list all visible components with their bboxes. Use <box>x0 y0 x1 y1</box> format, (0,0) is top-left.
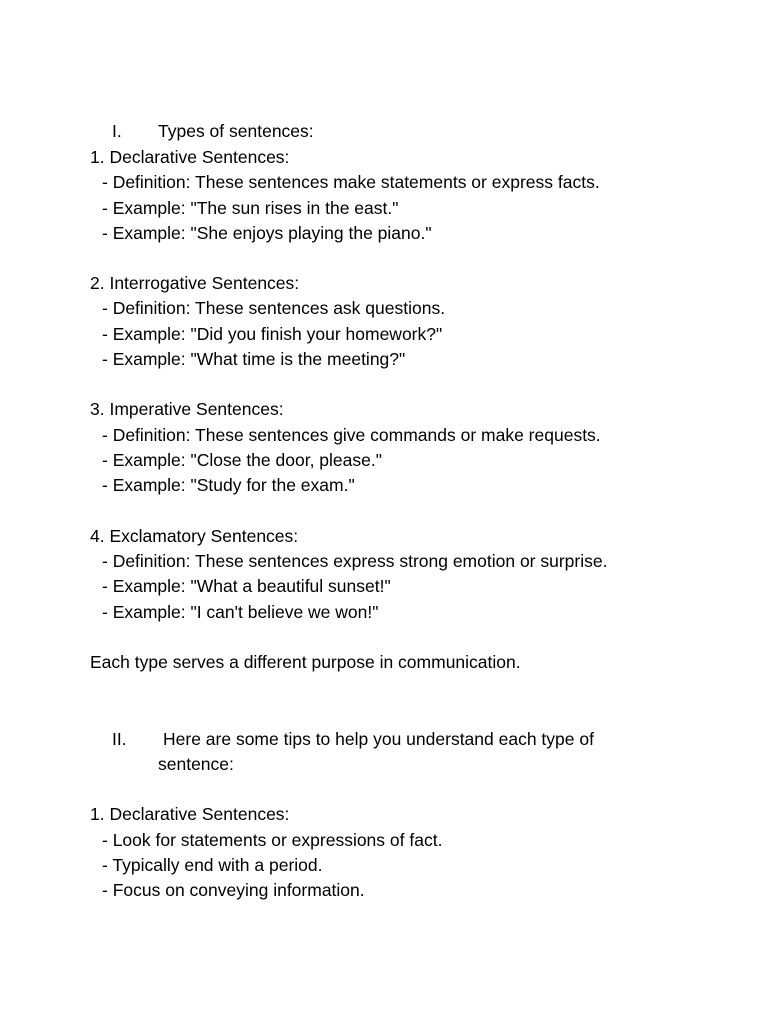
list-item: - Definition: These sentences ask questions. <box>102 298 446 318</box>
list-item: - Example: "Study for the exam." <box>102 475 355 495</box>
list-item: - Definition: These sentences give commands or make requests. <box>102 425 601 445</box>
section-2-numeral: II. <box>112 729 127 749</box>
section-1-heading: Types of sentences: <box>158 121 314 141</box>
group-title-declarative: 1. Declarative Sentences: <box>90 147 290 167</box>
section-1-numeral: I. <box>112 121 122 141</box>
list-item: - Example: "The sun rises in the east." <box>102 198 399 218</box>
list-item: - Typically end with a period. <box>102 855 323 875</box>
section-1-summary: Each type serves a different purpose in communication. <box>90 652 521 672</box>
tips-group-title-declarative: 1. Declarative Sentences: <box>90 804 290 824</box>
group-title-interrogative: 2. Interrogative Sentences: <box>90 273 300 293</box>
list-item: - Example: "Close the door, please." <box>102 450 382 470</box>
list-item: - Example: "I can't believe we won!" <box>102 602 379 622</box>
list-item: - Example: "She enjoys playing the piano." <box>102 223 432 243</box>
list-item: - Example: "Did you finish your homework?" <box>102 324 443 344</box>
list-item: - Example: "What time is the meeting?" <box>102 349 406 369</box>
list-item: - Focus on conveying information. <box>102 880 365 900</box>
section-2-heading-line-1: Here are some tips to help you understand each type of <box>163 729 594 749</box>
section-2-heading-line-2: sentence: <box>158 754 234 774</box>
list-item: - Definition: These sentences make statements or express facts. <box>102 172 600 192</box>
group-title-imperative: 3. Imperative Sentences: <box>90 399 284 419</box>
list-item: - Definition: These sentences express strong emotion or surprise. <box>102 551 608 571</box>
list-item: - Example: "What a beautiful sunset!" <box>102 576 391 596</box>
list-item: - Look for statements or expressions of fact. <box>102 830 443 850</box>
group-title-exclamatory: 4. Exclamatory Sentences: <box>90 526 299 546</box>
